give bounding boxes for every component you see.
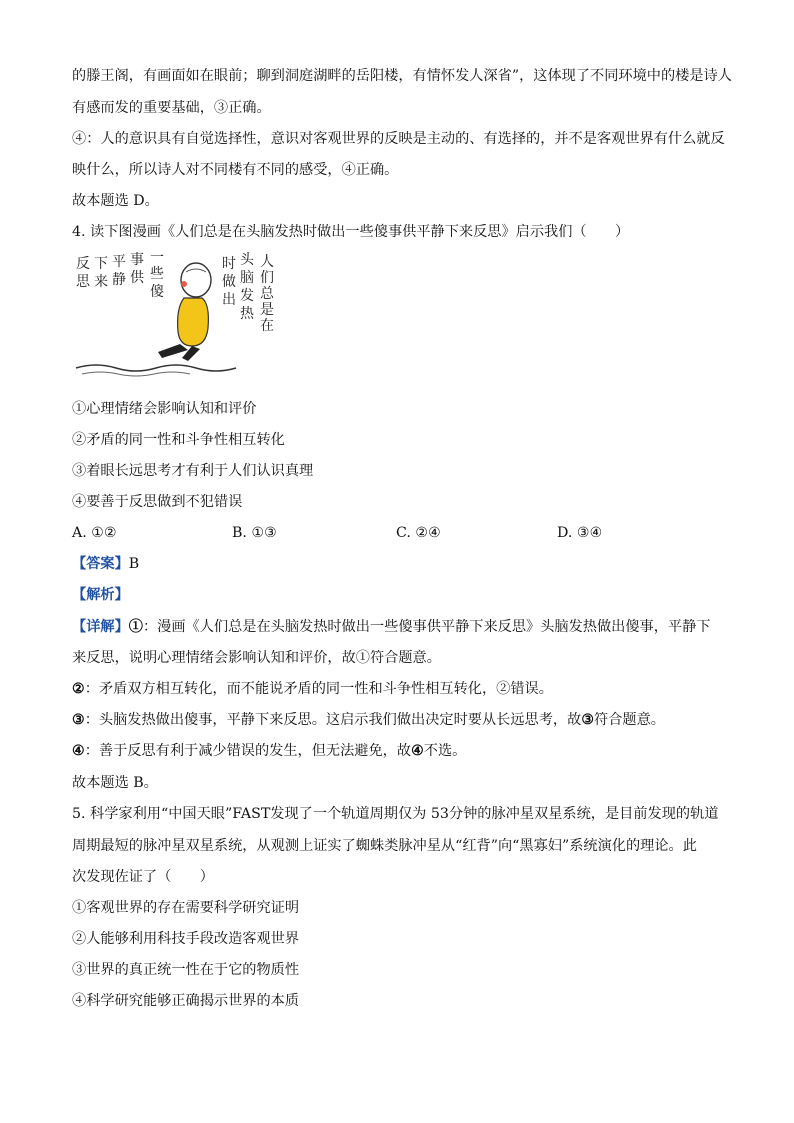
detail-3-number: ③ [72,712,85,728]
cartoon-ground-line [82,372,190,376]
cartoon-text: 一 [150,252,164,266]
cartoon-text-col1-top: 反 [76,256,90,272]
paragraph-line: 故本题选 D。 [72,193,159,209]
question-5-item-2: ②人能够利用科技手段改造客观世界 [72,931,300,947]
cartoon-text: 出 [222,292,236,308]
option-d: D. ③④ [557,525,603,541]
detail-4-end: 不选。 [423,743,467,759]
cartoon-text: 热 [240,306,254,322]
cartoon-text: 傻 [150,284,164,300]
cartoon-text: 下 [94,256,108,272]
question-5-stem-3: 次发现佐证了（ ） [72,869,214,885]
question-5-stem-2: 周期最短的脉冲星双星系统，从观测上证实了蜘蛛类脉冲星从“红背”向“黑寡妇”系统演化的理论。此 [72,838,697,854]
paragraph-line: 的滕王阁，有画面如在眼前；聊到洞庭湖畔的岳阳楼，有情怀发人深省”，这体现了不同环境中的楼是诗人 [72,68,732,84]
cartoon-text: 事 [130,252,144,268]
cartoon-text: 静 [112,272,126,288]
detail-3-end: 符合题意。 [594,712,665,728]
detail-line-3 [72,710,727,730]
question-4-item-4: ④要善于反思做到不犯错误 [72,494,243,510]
detail-line-1b: 来反思，说明心理情绪会影响认知和评价，故①符合题意。 [72,650,441,666]
answer-tag: 【答案】 [72,556,129,572]
detail-3-text: ：头脑发热做出傻事，平静下来反思。这启示我们做出决定时要从长远思考，故 [84,712,582,728]
detail-line-2 [72,679,727,699]
cartoon-text-col1-bottom: 思 [76,274,90,290]
cartoon-text: 时 [222,256,236,272]
option-a: A. ①② [72,525,117,541]
cartoon-text: 是 [260,302,274,318]
cartoon-text: 在 [260,318,274,334]
answer-value: B [128,556,140,572]
cartoon-head [181,263,211,297]
cartoon-image [72,252,284,388]
question-5-stem-1: 5. 科学家利用“中国天眼”FAST发现了一个轨道周期仅为 53分钟的脉冲星双星系统，是目前发现的轨道 [72,806,719,822]
paragraph-line: 映什么，所以诗人对不同楼有不同的感受，④正确。 [72,162,399,178]
question-4-item-1: ①心理情绪会影响认知和评价 [72,401,257,417]
cartoon-text: 人 [260,254,274,270]
cartoon-text: 脑 [240,270,254,286]
detail-line-1 [72,617,727,637]
cartoon-text: 总 [260,286,274,302]
cartoon-drawing [72,252,284,388]
detail-tag: 【详解】 [72,619,129,635]
paragraph-line: 有感而发的重要基础，③正确。 [72,100,271,116]
detail-4-number: ④ [72,743,85,759]
answer-line [72,554,727,574]
option-b: B. ①③ [232,525,277,541]
cartoon-text: 平 [112,254,126,270]
question-4-stem: 4. 读下图漫画《人们总是在头脑发热时做出一些傻事供平静下来反思》启示我们（ ） [72,224,630,240]
cartoon-text: 做 [222,274,236,290]
cartoon-legs [158,344,188,358]
detail-1-text: ：漫画《人们总是在头脑发热时做出一些傻事供平静下来反思》头脑发热做出傻事，平静下 [142,619,711,635]
paragraph-line: ④：人的意识具有自觉选择性，意识对客观世界的反映是主动的、有选择的，并不是客观世界有什么就反 [72,131,725,147]
question-5-item-4: ④科学研究能够正确揭示世界的本质 [72,993,300,1009]
question-4-item-3: ③着眼长远思考才有利于人们认识真理 [72,463,314,479]
cartoon-text: 们 [260,270,274,286]
detail-4-text: ：善于反思有利于减少错误的发生，但无法避免，故 [84,743,412,759]
conclusion-line: 故本题选 B。 [72,775,158,791]
detail-3-number-inline: ③ [581,712,595,728]
cartoon-text: 些 [150,266,164,282]
cartoon-text: 头 [240,252,254,268]
cartoon-body [178,298,209,346]
detail-line-4 [72,741,727,761]
detail-2-text: ：矛盾双方相互转化，而不能说矛盾的同一性和斗争性相互转化，②错误。 [84,681,553,697]
question-4-item-2: ②矛盾的同一性和斗争性相互转化 [72,432,285,448]
cartoon-ground-line [76,365,236,371]
question-5-item-3: ③世界的真正统一性在于它的物质性 [72,962,300,978]
cartoon-text: 供 [130,270,144,286]
analysis-tag: 【解析】 [72,587,129,603]
option-c: C. ②④ [396,525,441,541]
cartoon-text: 来 [94,274,108,290]
detail-2-number: ② [72,681,85,697]
cartoon-text: 发 [240,288,254,304]
detail-1-number: ① [128,619,143,635]
analysis-line [72,585,727,605]
question-5-item-1: ①客观世界的存在需要科学研究证明 [72,900,300,916]
cartoon-nose [181,281,187,287]
detail-4-number-inline: ④ [411,743,424,759]
